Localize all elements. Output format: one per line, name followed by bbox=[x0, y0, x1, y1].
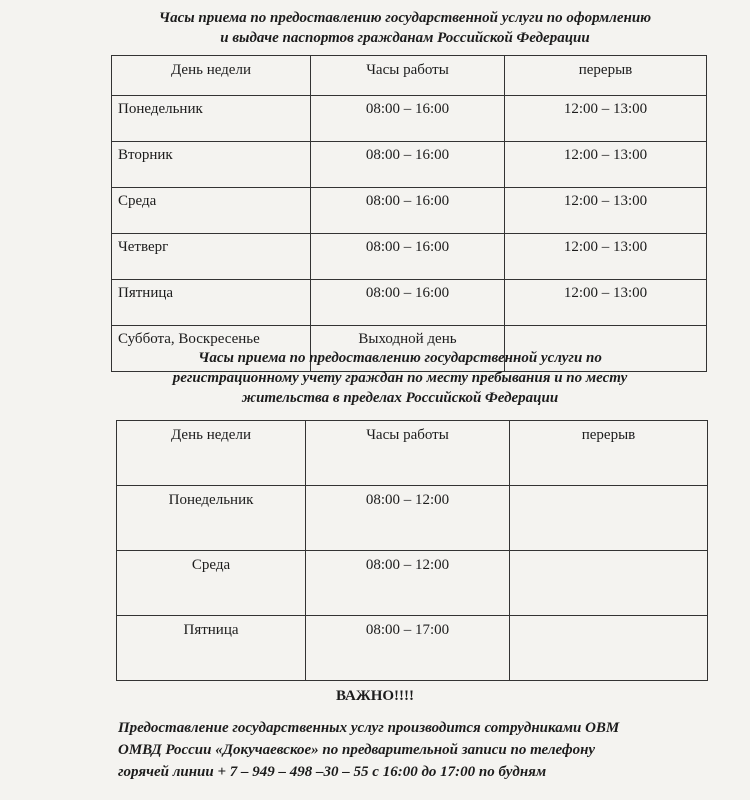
day-cell: Среда bbox=[117, 551, 306, 616]
break-cell bbox=[510, 551, 708, 616]
day-cell: Вторник bbox=[112, 142, 311, 188]
registration-schedule-table bbox=[116, 420, 708, 681]
table-row bbox=[112, 142, 707, 188]
break-cell bbox=[510, 616, 708, 681]
table-row bbox=[117, 486, 708, 551]
day-cell: Четверг bbox=[112, 234, 311, 280]
header-hours: Часы работы bbox=[306, 421, 510, 486]
passport-section-title bbox=[100, 8, 710, 48]
hours-cell: 08:00 – 16:00 bbox=[311, 96, 505, 142]
passport-schedule-table bbox=[111, 55, 707, 372]
hours-cell: 08:00 – 16:00 bbox=[311, 142, 505, 188]
hours-cell: 08:00 – 12:00 bbox=[306, 486, 510, 551]
table-row bbox=[117, 551, 708, 616]
notice-line: Предоставление государственных услуг производится сотрудниками ОВМ bbox=[118, 720, 620, 736]
table-row bbox=[112, 96, 707, 142]
break-cell: 12:00 – 13:00 bbox=[505, 188, 707, 234]
title-line: Часы приема по предоставлению государственной услуги по оформлению bbox=[158, 10, 652, 26]
table-row bbox=[117, 616, 708, 681]
day-cell: Среда bbox=[112, 188, 311, 234]
hours-cell: 08:00 – 12:00 bbox=[306, 551, 510, 616]
header-break: перерыв bbox=[510, 421, 708, 486]
notice-line: горячей линии + 7 – 949 – 498 –30 – 55 с 16:00 до 17:00 по будням bbox=[118, 764, 547, 780]
hours-cell: 08:00 – 16:00 bbox=[311, 188, 505, 234]
hours-cell: Выходной день bbox=[311, 326, 505, 372]
break-cell: 12:00 – 13:00 bbox=[505, 142, 707, 188]
day-cell: Пятница bbox=[117, 616, 306, 681]
day-cell: Понедельник bbox=[117, 486, 306, 551]
title-line: Часы приема по предоставлению государственной услуги по bbox=[198, 350, 602, 366]
hours-cell: 08:00 – 16:00 bbox=[311, 280, 505, 326]
table-row bbox=[112, 188, 707, 234]
header-day: День недели bbox=[117, 421, 306, 486]
hours-cell: 08:00 – 16:00 bbox=[311, 234, 505, 280]
table-header-row bbox=[117, 421, 708, 486]
important-heading: ВАЖНО!!!! bbox=[335, 688, 415, 704]
day-cell: Понедельник bbox=[112, 96, 311, 142]
break-cell: 12:00 – 13:00 bbox=[505, 234, 707, 280]
title-line: регистрационному учету граждан по месту пребывания и по месту bbox=[172, 370, 628, 386]
title-line: и выдаче паспортов гражданам Российской Федерации bbox=[220, 30, 590, 46]
title-line: жительства в пределах Российской Федерации bbox=[241, 390, 559, 406]
notice-line: ОМВД России «Докучаевское» по предварительной записи по телефону bbox=[118, 742, 596, 758]
day-cell: Пятница bbox=[112, 280, 311, 326]
table-header-row bbox=[112, 56, 707, 96]
day-cell: Суббота, Воскресенье bbox=[112, 326, 311, 372]
registration-section-title bbox=[110, 348, 690, 408]
table-row bbox=[112, 234, 707, 280]
notice-text bbox=[118, 717, 710, 783]
header-hours: Часы работы bbox=[311, 56, 505, 96]
hours-cell: 08:00 – 17:00 bbox=[306, 616, 510, 681]
break-cell: 12:00 – 13:00 bbox=[505, 96, 707, 142]
break-cell bbox=[510, 486, 708, 551]
table-row bbox=[112, 280, 707, 326]
header-day: День недели bbox=[112, 56, 311, 96]
break-cell: 12:00 – 13:00 bbox=[505, 280, 707, 326]
header-break: перерыв bbox=[505, 56, 707, 96]
